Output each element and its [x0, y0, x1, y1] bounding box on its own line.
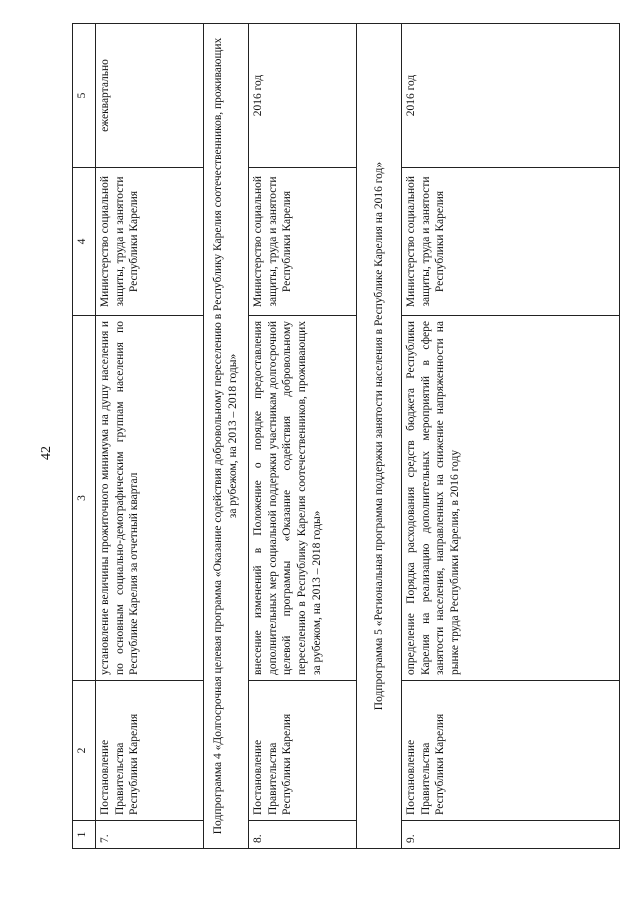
- row-document: Постановление Правительства Республики Карелия: [402, 681, 620, 821]
- table-row: [402, 24, 620, 849]
- header-row: [73, 24, 96, 849]
- rotated-table-sheet: [72, 24, 620, 849]
- row-number: 7.: [96, 821, 204, 849]
- row-term: 2016 год: [249, 24, 357, 168]
- row-document: Постановление Правительства Республики Карелия: [96, 681, 204, 821]
- row-term: 2016 год: [402, 24, 620, 168]
- header-col-5: 5: [73, 24, 96, 168]
- row-content: определение Порядка расходования средств бюджета Республики Карелия на реализацию дополнительных мероприятий в сфере занятости населения, направленных на снижение напряженности на рынке труда Республики Карелия, в 2016 году: [402, 316, 620, 681]
- row-term: ежеквартально: [96, 24, 204, 168]
- header-col-3: 3: [73, 316, 96, 681]
- page-number: 42: [39, 446, 54, 460]
- header-col-4: 4: [73, 168, 96, 316]
- row-executor: Министерство социальной защиты, труда и занятости Республики Карелия: [402, 168, 620, 316]
- row-number: 9.: [402, 821, 620, 849]
- subprogram-5-title: Подпрограмма 5 «Региональная программа поддержки занятости населения в Республике Карелия на 2016 год»: [357, 24, 402, 849]
- row-executor: Министерство социальной защиты, труда и занятости Республики Карелия: [96, 168, 204, 316]
- table-row: [249, 24, 357, 849]
- subprogram-5-row: [357, 24, 402, 849]
- header-col-2: 2: [73, 681, 96, 821]
- row-document: Постановление Правительства Республики Карелия: [249, 681, 357, 821]
- subprogram-4-row: [204, 24, 249, 849]
- row-content: внесение изменений в Положение о порядке предоставления дополнительных мер социальной поддержки участникам долгосрочной целевой программы «Оказание содействия добровольному переселению в Республику Карелия соотечественников, проживающих за рубежом, на 2013 – 2018 годы»: [249, 316, 357, 681]
- table-row: [96, 24, 204, 849]
- subprogram-4-title: Подпрограмма 4 «Долгосрочная целевая программа «Оказание содействия добровольному переселению в Республику Карелия соотечественников, проживающих за рубежом, на 2013 – 2018 годы»: [204, 24, 249, 849]
- header-col-1: 1: [73, 821, 96, 849]
- row-content: установление величины прожиточного минимума на душу населения и по основным социально-демографическим группам населения по Республике Карелия за отчетный квартал: [96, 316, 204, 681]
- row-executor: Министерство социальной защиты, труда и занятости Республики Карелия: [249, 168, 357, 316]
- row-number: 8.: [249, 821, 357, 849]
- measures-table: [72, 23, 620, 849]
